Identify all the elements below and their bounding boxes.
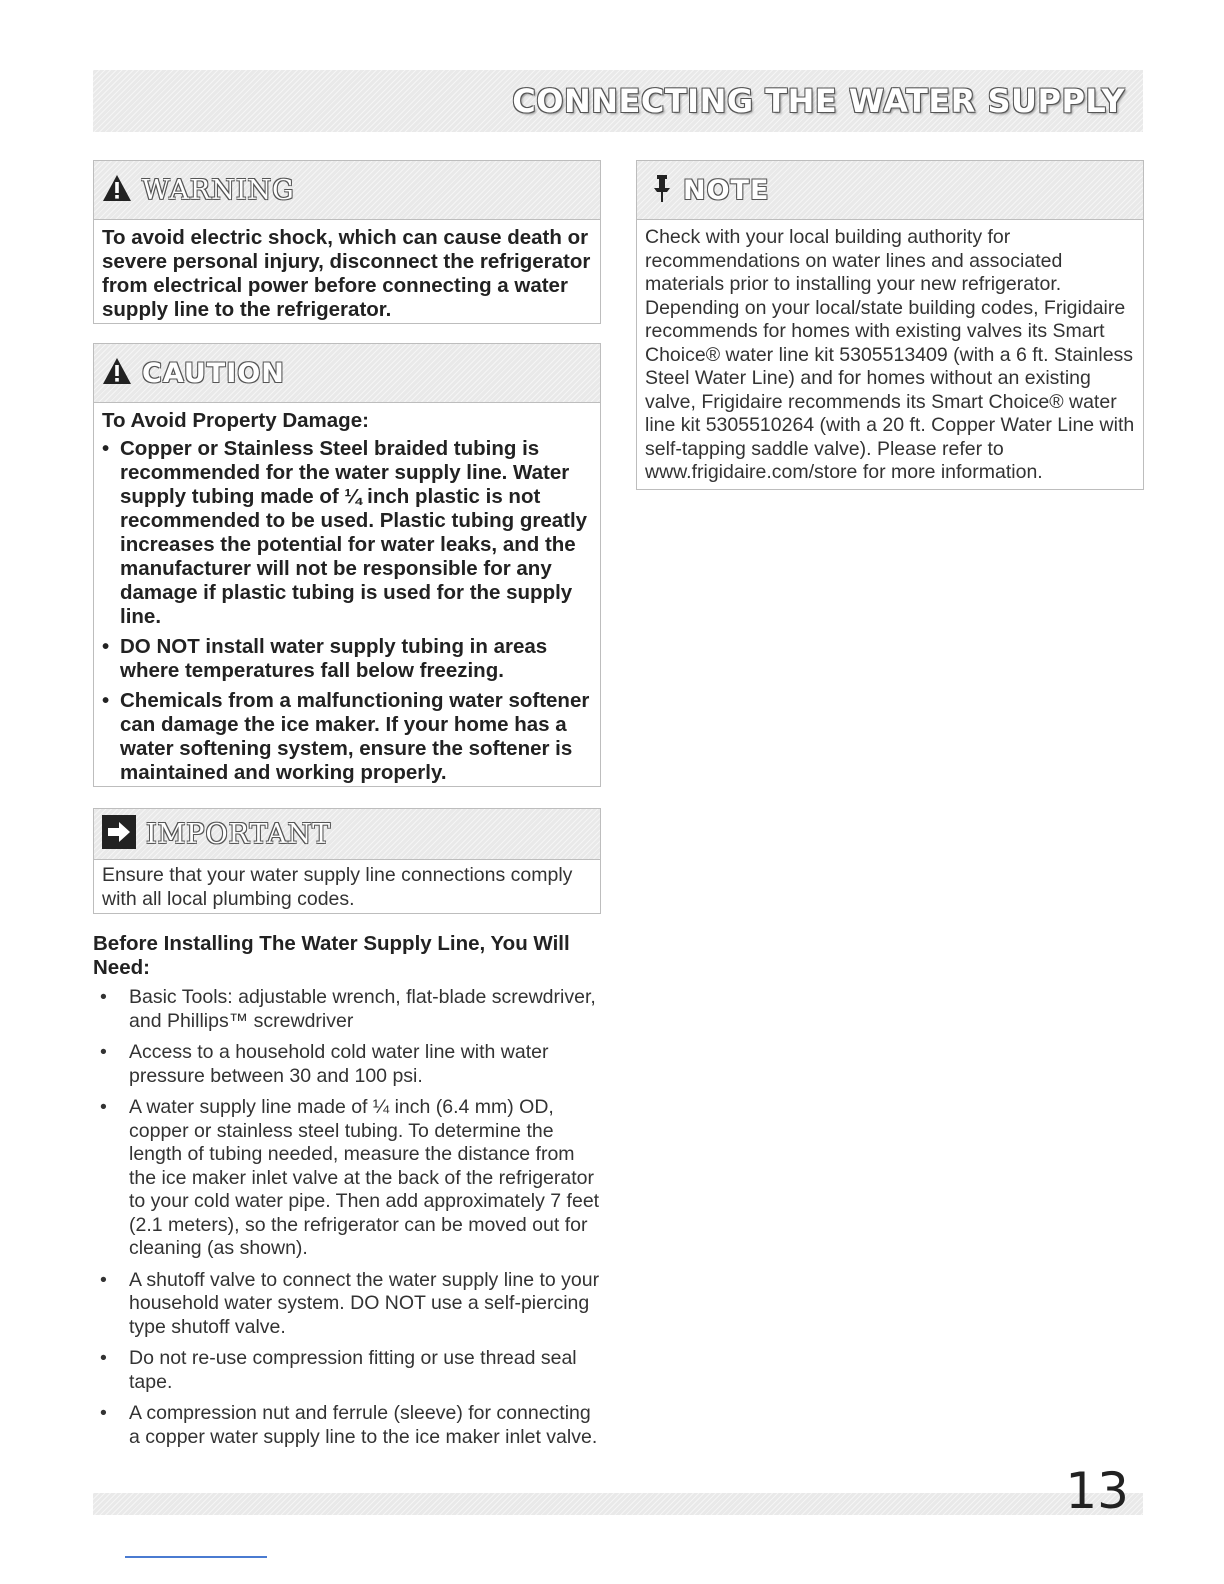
caution-header [94, 344, 600, 403]
bullet: • [100, 1096, 107, 1118]
needs-list [93, 986, 603, 1457]
title-bar [93, 70, 1143, 132]
note-text: Check with your local building authority for recommendations on water lines and associated materials prior to installing your new refrigerator. Depending on your local/state building codes, Frigidaire recommends for homes with existing valves its Smart Choice® water line kit 5305513409 (with a 6 ft. Stainless Steel Water Line) and for homes without an existing valve, Frigidaire recommends its Smart Choice® water line kit 5305510264 (with a 20 ft. Copper Water Line with self-tapping saddle valve). Please refer to www.frigidaire.com/store for more information. [645, 226, 1135, 483]
warning-text: To avoid electric shock, which can cause death or severe personal injury, disconnect the refrigerator from electrical power before connecting a water supply line to the refrigerator. [102, 226, 591, 321]
bullet: • [102, 689, 110, 712]
needs-item: • A compression nut and ferrule (sleeve) for connecting a copper water supply line to the ice maker inlet valve. [100, 1402, 598, 1448]
pushpin-icon [651, 173, 673, 207]
caution-box [93, 343, 601, 787]
warning-triangle-icon [102, 174, 132, 206]
warning-header [94, 161, 600, 220]
important-text: Ensure that your water supply line connections comply with all local plumbing codes. [102, 864, 573, 910]
note-header [637, 161, 1143, 220]
caution-item: • DO NOT install water supply tubing in areas where temperatures fall below freezing. [102, 635, 548, 682]
bullet: • [102, 437, 110, 460]
footer-bar [93, 1493, 1143, 1515]
arrow-right-icon [102, 815, 136, 853]
caution-item: • Copper or Stainless Steel braided tubing is recommended for the water supply line. Water supply tubing made of ¼ inch plastic is not recommended to be used. Plastic tubing greatly increases the potential for water leaks, and the manufacturer will not be responsible for any damage if plastic tubing is used for the supply line. [102, 437, 588, 628]
needs-item: • Basic Tools: adjustable wrench, flat-blade screwdriver, and Phillips™ screwdriver [100, 986, 596, 1032]
caution-triangle-icon [102, 357, 132, 389]
note-box [636, 160, 1144, 490]
needs-item: • Do not re-use compression fitting or use thread seal tape. [100, 1347, 577, 1393]
needs-item: • A water supply line made of ¼ inch (6.4 mm) OD, copper or stainless steel tubing. To determine the length of tubing needed, measure the distance from the ice maker inlet valve at the back of the refrigerator to your cold water pipe. Then add approximately 7 feet (2.1 meters), so the refrigerator can be moved out for cleaning (as shown). [100, 1096, 600, 1259]
important-label: IMPORTANT [146, 818, 332, 850]
page-title: CONNECTING THE WATER SUPPLY [512, 82, 1125, 120]
page-number: 13 [1065, 1462, 1129, 1520]
caution-intro: To Avoid Property Damage: [102, 409, 369, 432]
bullet: • [100, 1402, 107, 1424]
warning-box [93, 160, 601, 324]
bullet: • [100, 1041, 107, 1063]
important-box [93, 808, 601, 914]
bottom-rule [125, 1556, 267, 1558]
caution-label: CAUTION [142, 357, 285, 389]
needs-title: Before Installing The Water Supply Line, You Will Need: [93, 932, 570, 979]
caution-list [102, 437, 592, 785]
bullet: • [100, 986, 107, 1008]
warning-label: WARNING [142, 174, 295, 206]
needs-item: • A shutoff valve to connect the water supply line to your household water system. DO NOT use a self-piercing type shutoff valve. [100, 1268, 600, 1338]
bullet: • [100, 1347, 107, 1369]
bullet: • [100, 1268, 107, 1291]
note-label: NOTE [683, 174, 770, 206]
important-header [94, 809, 600, 860]
needs-item: • Access to a household cold water line with water pressure between 30 and 100 psi. [100, 1041, 549, 1087]
bullet: • [102, 635, 110, 658]
caution-item: • Chemicals from a malfunctioning water softener can damage the ice maker. If your home has a water softening system, ensure the softener is maintained and working properly. [102, 689, 590, 784]
